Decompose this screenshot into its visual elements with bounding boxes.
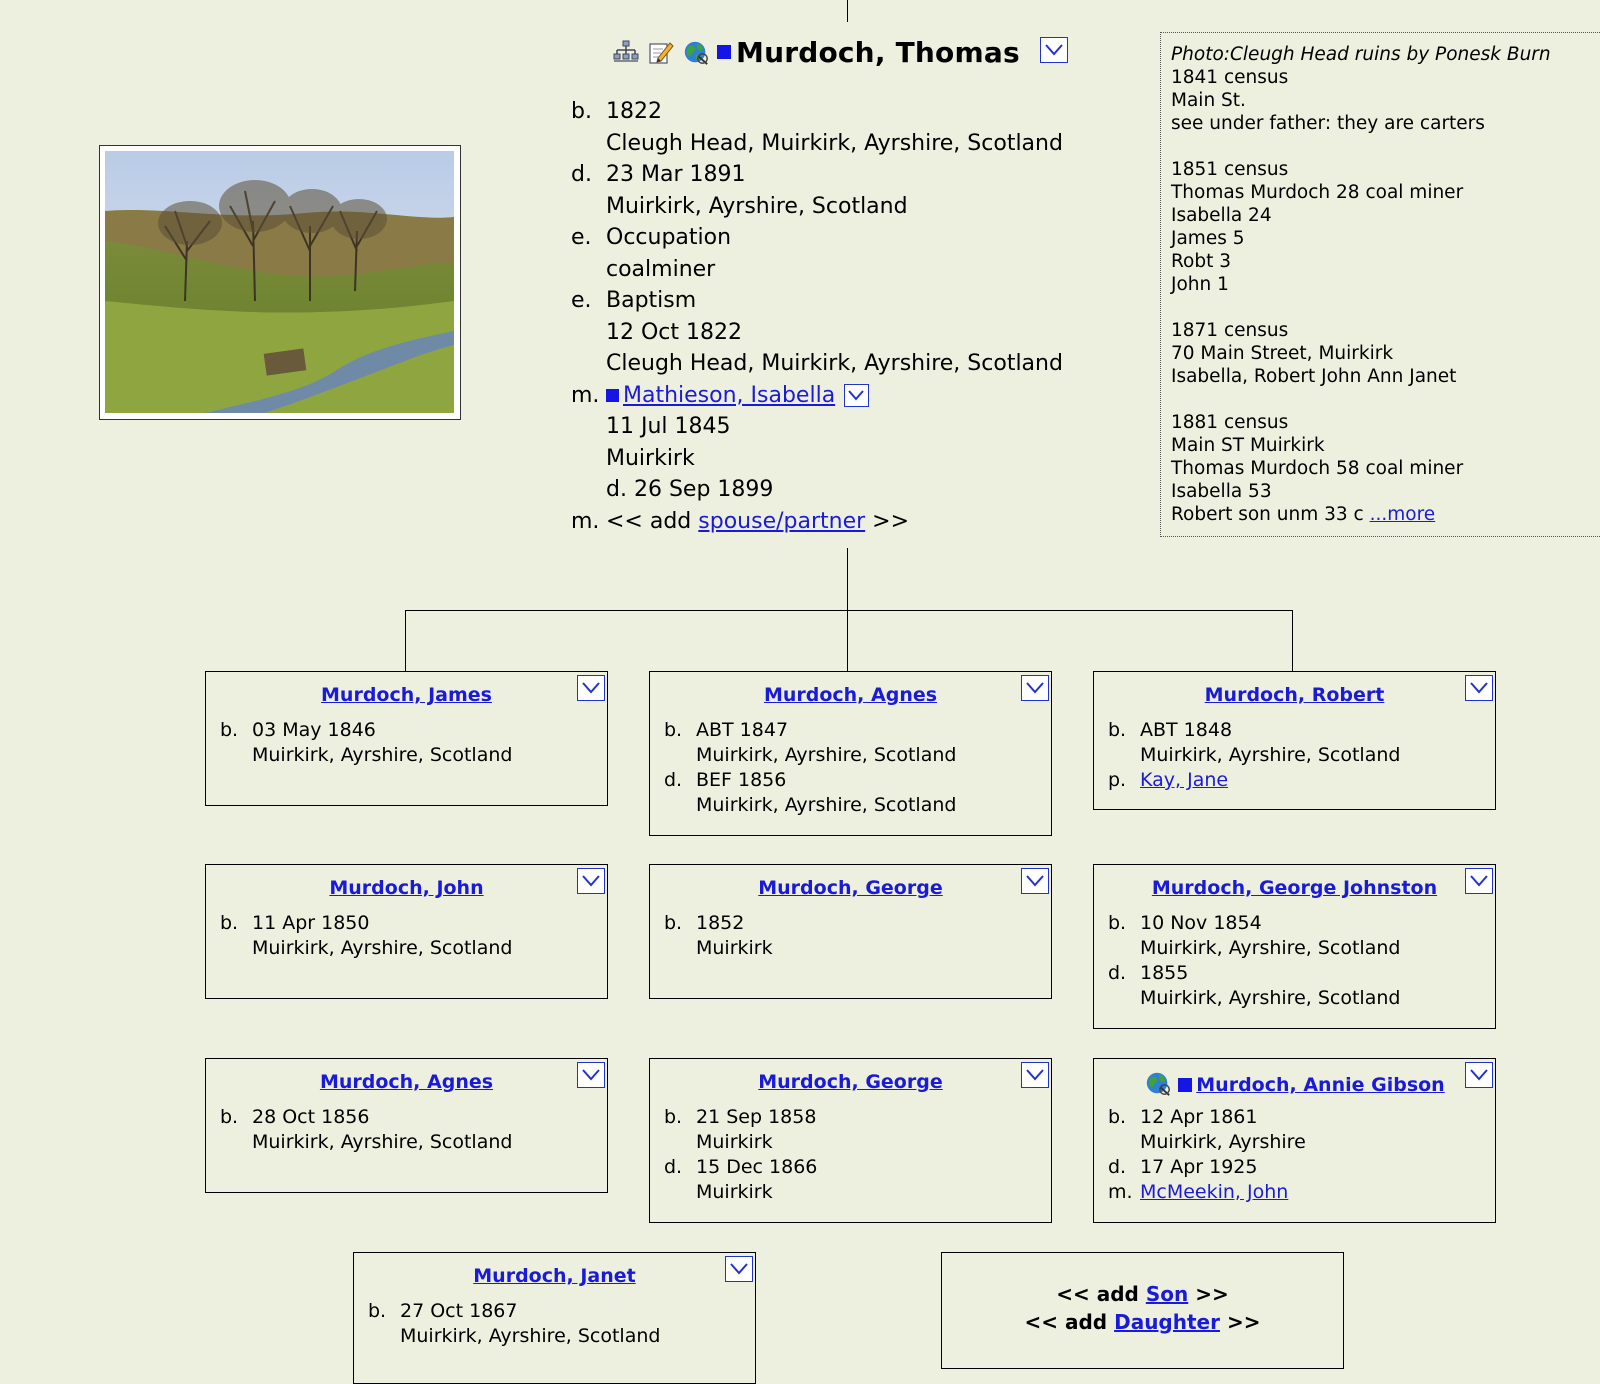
notes-gap [1171, 135, 1600, 158]
child-fact-label: b. [220, 912, 239, 934]
child-fact [664, 718, 1051, 768]
spouse-menu-chevron-down-icon[interactable] [844, 384, 869, 407]
child-name-link[interactable]: Murdoch, Janet [473, 1265, 636, 1287]
child-fact [1108, 1105, 1495, 1155]
child-name-row [206, 875, 607, 901]
child-name-link[interactable]: Murdoch, George [758, 877, 943, 899]
child-fact-value: 10 Nov 1854 [1140, 912, 1262, 934]
child-fact-label: b. [1108, 719, 1127, 741]
child-fact-label: b. [664, 719, 683, 741]
child-marker-icon [1178, 1078, 1192, 1092]
child-fact [220, 1105, 607, 1155]
notes-panel [1160, 32, 1600, 537]
add-daughter-prefix: << add [1024, 1310, 1108, 1334]
spouse-death: d. 26 Sep 1899 [606, 477, 774, 502]
child-facts [1094, 1105, 1495, 1205]
child-card [1093, 671, 1496, 810]
child-fact-value: 15 Dec 1866 [696, 1156, 818, 1178]
fact-label: m. [571, 508, 600, 534]
child-facts [650, 911, 1051, 961]
baptism-date: 12 Oct 1822 [606, 319, 743, 345]
child-menu-chevron-down-icon[interactable] [1465, 1062, 1493, 1088]
child-fact [1108, 911, 1495, 961]
child-fact-label: d. [664, 1156, 683, 1178]
connector-child-left [405, 610, 406, 671]
child-fact-label: b. [368, 1300, 387, 1322]
add-daughter-suffix: >> [1226, 1310, 1261, 1334]
child-fact-label: m. [1108, 1181, 1133, 1203]
death-place: Muirkirk, Ayrshire, Scotland [606, 193, 908, 219]
child-fact-label: b. [664, 1106, 683, 1128]
child-fact-place: Muirkirk, Ayrshire, Scotland [1140, 744, 1401, 766]
child-fact-value: 03 May 1846 [252, 719, 376, 741]
child-menu-chevron-down-icon[interactable] [1021, 868, 1049, 894]
add-spouse-row [571, 506, 1063, 538]
child-name-row [1094, 875, 1495, 901]
child-facts [206, 718, 607, 768]
child-name-link[interactable]: Murdoch, James [321, 684, 492, 706]
notes-line: Isabella 24 [1171, 205, 1272, 226]
child-fact-value: 1852 [696, 912, 745, 934]
add-son-prefix: << add [1056, 1282, 1139, 1306]
child-fact-place: Muirkirk, Ayrshire [1140, 1131, 1306, 1153]
notes-line: Robt 3 [1171, 251, 1231, 272]
child-fact [368, 1299, 755, 1349]
occupation-fact [571, 222, 1063, 285]
fact-label: d. [571, 162, 592, 187]
notes-line: 70 Main Street, Muirkirk [1171, 343, 1394, 364]
notes-line: 1841 census [1171, 67, 1289, 88]
notes-line: James 5 [1171, 228, 1245, 249]
child-name-link[interactable]: Murdoch, John [329, 877, 484, 899]
marriage-date: 11 Jul 1845 [606, 414, 731, 439]
occupation-value: coalminer [606, 256, 716, 282]
child-fact-place: Muirkirk, Ayrshire, Scotland [1140, 987, 1401, 1009]
child-card [353, 1252, 756, 1384]
notes-line: Thomas Murdoch 58 coal miner [1171, 458, 1464, 479]
person-menu-chevron-down-icon[interactable] [1040, 37, 1068, 63]
child-fact [664, 1105, 1051, 1155]
partner-link[interactable]: Kay, Jane [1140, 769, 1229, 791]
child-card [205, 671, 608, 806]
notes-line: Thomas Murdoch 28 coal miner [1171, 182, 1464, 203]
person-header [612, 28, 1068, 76]
notes-line: Isabella, Robert John Ann Janet [1171, 366, 1457, 387]
fact-label: e. [571, 288, 592, 313]
notes-last-line [1171, 503, 1600, 526]
child-menu-chevron-down-icon[interactable] [1465, 868, 1493, 894]
child-menu-chevron-down-icon[interactable] [1021, 1062, 1049, 1088]
child-fact-value: 12 Apr 1861 [1140, 1106, 1258, 1128]
child-fact [1108, 718, 1495, 768]
child-menu-chevron-down-icon[interactable] [577, 675, 605, 701]
child-name-row [1094, 682, 1495, 708]
child-name-row [1094, 1069, 1495, 1095]
fact-label: m. [571, 382, 600, 408]
child-fact-place: Muirkirk, Ayrshire, Scotland [1140, 937, 1401, 959]
child-name-row [206, 682, 607, 708]
child-fact-place: Muirkirk, Ayrshire, Scotland [252, 1131, 513, 1153]
notes-last-line-text: Robert son unm 33 c [1171, 504, 1364, 525]
child-name-link[interactable]: Murdoch, George [758, 1071, 943, 1093]
child-fact-value: ABT 1847 [696, 719, 789, 741]
child-fact-value: 11 Apr 1850 [252, 912, 370, 934]
child-facts [650, 1105, 1051, 1205]
child-card [649, 671, 1052, 836]
birth-place: Cleugh Head, Muirkirk, Ayrshire, Scotland [606, 130, 1063, 156]
fact-label: e. [571, 225, 592, 250]
add-child-card [941, 1252, 1344, 1369]
child-facts [1094, 718, 1495, 793]
notes-line: Isabella 53 [1171, 481, 1272, 502]
child-fact-label: b. [664, 912, 683, 934]
event-type: Baptism [606, 288, 697, 313]
notes-line: 1871 census [1171, 320, 1289, 341]
add-son-link[interactable]: Son [1145, 1282, 1189, 1306]
child-fact-label: d. [1108, 962, 1127, 984]
child-fact-place: Muirkirk, Ayrshire, Scotland [696, 744, 957, 766]
child-menu-chevron-down-icon[interactable] [725, 1256, 753, 1282]
event-type: Occupation [606, 225, 732, 250]
child-card [649, 1058, 1052, 1223]
child-facts [206, 911, 607, 961]
connector-children-bar [405, 610, 1293, 611]
marriage-fact [571, 380, 1063, 506]
notes-gap [1171, 388, 1600, 411]
child-fact [1108, 1155, 1495, 1180]
child-fact-place: Muirkirk, Ayrshire, Scotland [400, 1325, 661, 1347]
add-son-suffix: >> [1195, 1282, 1229, 1306]
person-marker-icon [717, 45, 731, 59]
child-fact-label: d. [664, 769, 683, 791]
notes-line: Main St. [1171, 90, 1246, 111]
child-fact [220, 718, 607, 768]
child-fact [1108, 1180, 1495, 1205]
child-card [1093, 864, 1496, 1029]
person-facts [571, 96, 1063, 537]
spouse-link[interactable]: Mathieson, Isabella [623, 382, 836, 408]
child-fact [664, 768, 1051, 818]
fact-label: b. [571, 99, 592, 124]
notes-more-link[interactable]: ...more [1369, 504, 1436, 525]
child-card [1093, 1058, 1496, 1223]
connector-parent-line [847, 0, 848, 22]
notes-line: Main ST Muirkirk [1171, 435, 1325, 456]
child-fact-value: 1855 [1140, 962, 1189, 984]
child-fact-value: 21 Sep 1858 [696, 1106, 817, 1128]
child-name-row [354, 1263, 755, 1289]
child-fact-value: ABT 1848 [1140, 719, 1233, 741]
notes-title: Photo:Cleugh Head ruins by Ponesk Burn [1171, 44, 1551, 65]
edit-icon[interactable] [647, 38, 675, 66]
child-name-link[interactable]: Murdoch, George Johnston [1151, 877, 1438, 899]
baptism-place: Cleugh Head, Muirkirk, Ayrshire, Scotland [606, 351, 1063, 376]
child-name-link[interactable]: Murdoch, Agnes [319, 1071, 494, 1093]
child-fact-place: Muirkirk, Ayrshire, Scotland [252, 937, 513, 959]
child-name-row [650, 682, 1051, 708]
world-icon[interactable] [682, 38, 710, 66]
world-icon[interactable] [1144, 1069, 1172, 1104]
add-son-row [942, 1280, 1343, 1308]
child-name-link[interactable]: Murdoch, Annie Gibson [1196, 1074, 1445, 1096]
child-fact-value: BEF 1856 [696, 769, 787, 791]
child-fact-label: b. [1108, 912, 1127, 934]
person-name: Murdoch, Thomas [736, 35, 1020, 69]
child-fact-label: d. [1108, 1156, 1127, 1178]
child-fact-label: b. [220, 719, 239, 741]
child-menu-chevron-down-icon[interactable] [577, 1062, 605, 1088]
child-fact [1108, 961, 1495, 1011]
person-photo[interactable] [99, 145, 461, 420]
child-fact-place: Muirkirk [696, 1181, 773, 1203]
child-name-row [650, 1069, 1051, 1095]
death-date: 23 Mar 1891 [606, 162, 746, 187]
child-menu-chevron-down-icon[interactable] [1021, 675, 1049, 701]
death-fact [571, 159, 1063, 222]
add-spouse-link[interactable]: spouse/partner [698, 508, 866, 534]
child-card [205, 1058, 608, 1193]
spouse-marker-icon [606, 389, 619, 402]
add-daughter-link[interactable]: Daughter [1114, 1310, 1220, 1334]
marriage-place: Muirkirk [606, 445, 695, 471]
child-name-row [206, 1069, 607, 1095]
child-fact-value: 28 Oct 1856 [252, 1106, 370, 1128]
notes-line: 1851 census [1171, 159, 1289, 180]
child-name-row [650, 875, 1051, 901]
child-fact-place: Muirkirk [696, 937, 773, 959]
notes-line: 1881 census [1171, 412, 1289, 433]
child-fact-label: p. [1108, 769, 1127, 791]
baptism-fact [571, 285, 1063, 380]
birth-fact [571, 96, 1063, 159]
child-card [649, 864, 1052, 999]
child-name-link[interactable]: Murdoch, Agnes [763, 684, 938, 706]
add-spouse-prefix: << add [606, 508, 692, 534]
notes-gap [1171, 296, 1600, 319]
child-fact-place: Muirkirk, Ayrshire, Scotland [696, 794, 957, 816]
child-facts [1094, 911, 1495, 1011]
child-fact-value: 17 Apr 1925 [1140, 1156, 1258, 1178]
family-tree-icon[interactable] [612, 38, 640, 66]
child-fact [664, 1155, 1051, 1205]
child-fact-value: 27 Oct 1867 [400, 1300, 518, 1322]
partner-link[interactable]: McMeekin, John [1140, 1181, 1289, 1203]
child-menu-chevron-down-icon[interactable] [577, 868, 605, 894]
notes-lines [1171, 66, 1600, 503]
child-fact-place: Muirkirk [696, 1131, 773, 1153]
child-card [205, 864, 608, 999]
child-facts [650, 718, 1051, 818]
add-spouse-suffix: >> [872, 508, 910, 534]
child-fact-label: b. [220, 1106, 239, 1128]
child-fact [664, 911, 1051, 961]
child-fact-label: b. [1108, 1106, 1127, 1128]
connector-child-right [1292, 610, 1293, 671]
birth-date: 1822 [606, 99, 662, 124]
add-daughter-row [942, 1308, 1343, 1336]
child-menu-chevron-down-icon[interactable] [1465, 675, 1493, 701]
notes-line: see under father: they are carters [1171, 113, 1485, 134]
child-name-link[interactable]: Murdoch, Robert [1204, 684, 1385, 706]
notes-line: John 1 [1171, 274, 1229, 295]
child-fact-place: Muirkirk, Ayrshire, Scotland [252, 744, 513, 766]
child-facts [206, 1105, 607, 1155]
child-fact [1108, 768, 1495, 793]
child-facts [354, 1299, 755, 1349]
child-fact [220, 911, 607, 961]
